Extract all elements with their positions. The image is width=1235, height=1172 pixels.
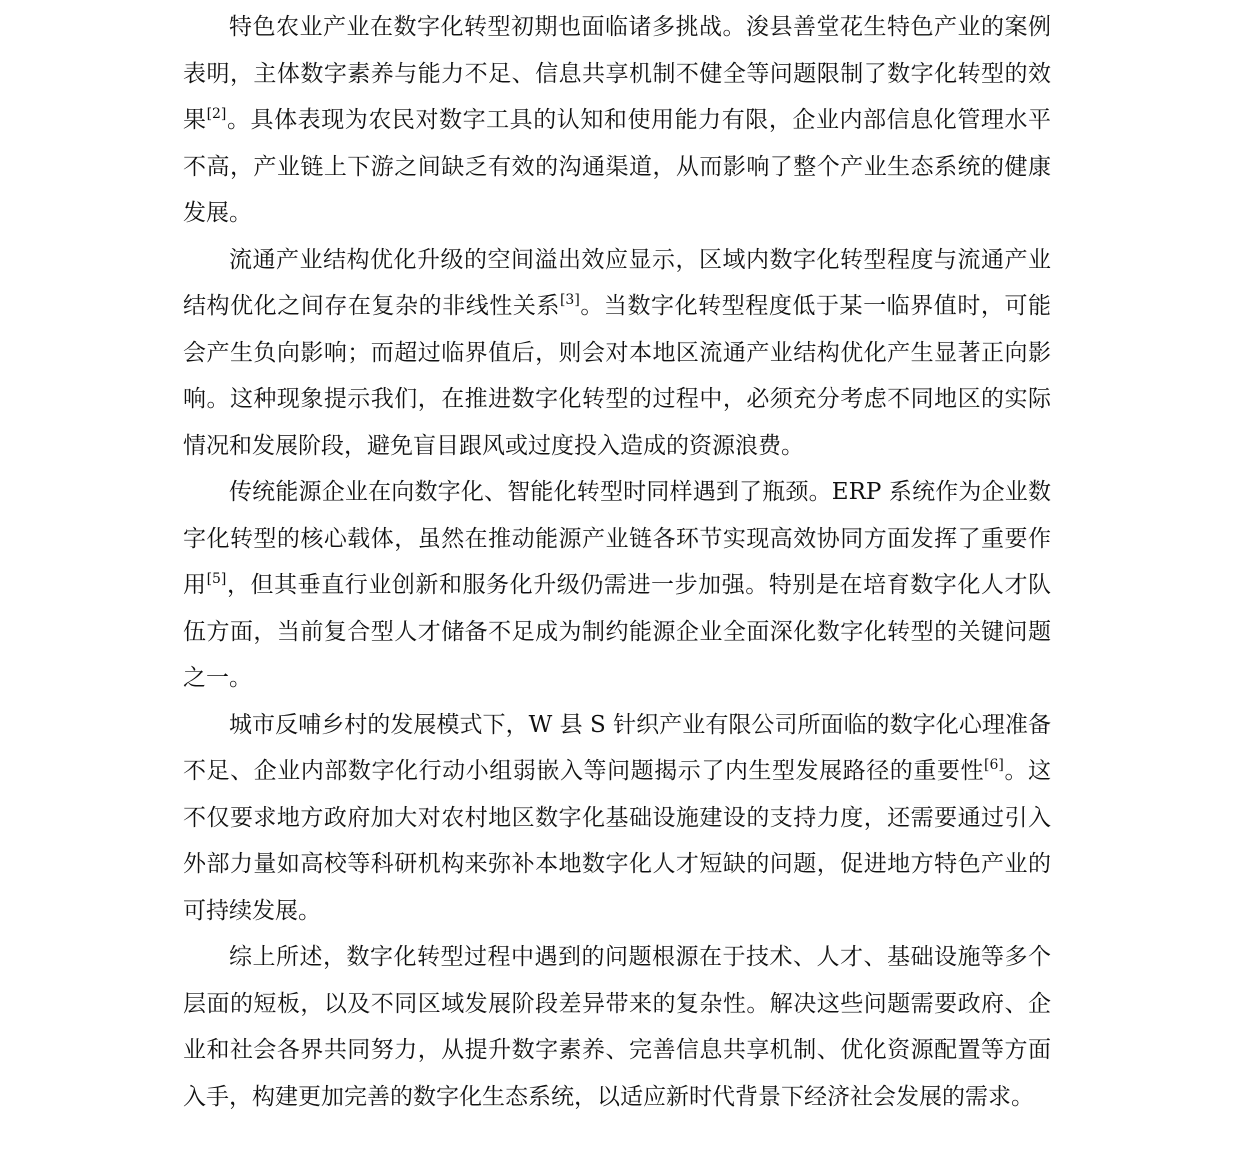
paragraph-text: ，但其垂直行业创新和服务化升级仍需进一步加强。特别是在培育数字化人才队伍方面，当前复合型人才储备不足成为制约能源企业全面深化数字化转型的关键问题之一。 <box>183 572 1052 691</box>
paragraph-text: 。具体表现为农民对数字工具的认知和使用能力有限，企业内部信息化管理水平不高，产业链上下游之间缺乏有效的沟通渠道，从而影响了整个产业生态系统的健康发展。 <box>183 107 1052 226</box>
paragraph-circulation-industry <box>183 237 1051 470</box>
citation-ref: [5] <box>206 571 227 587</box>
document-body <box>183 4 1051 1120</box>
paragraph-energy-enterprise <box>183 469 1051 702</box>
citation-ref: [2] <box>206 106 227 122</box>
paragraph-rural-knitting <box>183 702 1051 935</box>
paragraph-text: 特色农业产业在数字化转型初期也面临诸多挑战。浚县善堂花生特色产业的案例表明，主体数字素养与能力不足、信息共享机制不健全等问题限制了数字化转型的效果 <box>183 14 1051 133</box>
citation-ref: [6] <box>984 757 1004 773</box>
citation-ref: [3] <box>559 292 580 308</box>
paragraph-text: 城市反哺乡村的发展模式下，W 县 S 针织产业有限公司所面临的数字化心理准备不足、企业内部数字化行动小组弱嵌入等问题揭示了内生型发展路径的重要性 <box>183 711 1051 784</box>
paragraph-text: 传统能源企业在向数字化、智能化转型时同样遇到了瓶颈。ERP 系统作为企业数字化转型的核心载体，虽然在推动能源产业链各环节实现高效协同方面发挥了重要作用 <box>183 479 1051 598</box>
paragraph-text: 。这不仅要求地方政府加大对农村地区数字化基础设施建设的支持力度，还需要通过引入外部力量如高校等科研机构来弥补本地数字化人才短缺的问题，促进地方特色产业的可持续发展。 <box>183 758 1052 924</box>
paragraph-text: 流通产业结构优化升级的空间溢出效应显示，区域内数字化转型程度与流通产业结构优化之间存在复杂的非线性关系 <box>183 246 1051 319</box>
paragraph-agri-challenges <box>183 4 1051 237</box>
paragraph-conclusion <box>183 934 1051 1120</box>
paragraph-text: 。当数字化转型程度低于某一临界值时，可能会产生负向影响；而超过临界值后，则会对本地区流通产业结构优化产生显著正向影响。这种现象提示我们，在推进数字化转型的过程中，必须充分考虑不同地区的实际情况和发展阶段，避免盲目跟风或过度投入造成的资源浪费。 <box>183 293 1052 459</box>
paragraph-text: 综上所述，数字化转型过程中遇到的问题根源在于技术、人才、基础设施等多个层面的短板，以及不同区域发展阶段差异带来的复杂性。解决这些问题需要政府、企业和社会各界共同努力，从提升数字素养、完善信息共享机制、优化资源配置等方面入手，构建更加完善的数字化生态系统，以适应新时代背景下经济社会发展的需求。 <box>183 944 1051 1110</box>
